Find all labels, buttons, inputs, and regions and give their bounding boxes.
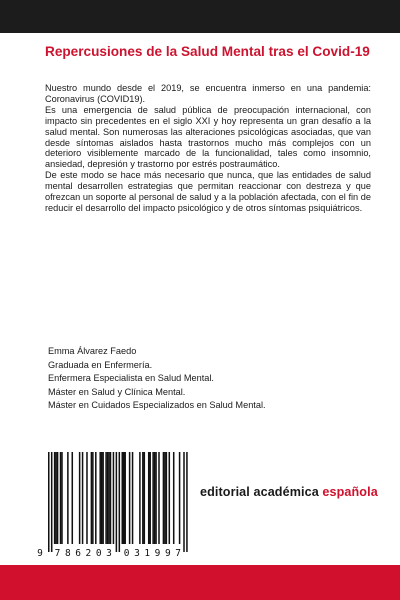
barcode-bar (163, 452, 165, 544)
publisher-name: editorial académica (200, 485, 323, 499)
barcode-digit: 8 (64, 548, 71, 559)
barcode-bar (119, 452, 121, 552)
author-bio (48, 345, 368, 413)
barcode-bar (54, 452, 56, 544)
barcode-bar (152, 452, 154, 544)
barcode-bar (86, 452, 88, 544)
barcode-bar (166, 452, 168, 544)
barcode-bar (124, 452, 126, 544)
barcode-bar (132, 452, 134, 544)
barcode-bar (154, 452, 156, 544)
publisher-logo (200, 485, 380, 499)
author-name: Emma Álvarez Faedo (48, 346, 137, 356)
synopsis-paragraph: De este modo se hace más necesario que nunca, que las entidades de salud mental desarrollen estrategias que permitan reaccionar con destreza y que ofrezcan un soporte al personal de salud y a la población afectada, con el fin de reducir el desarrollo del impacto psicológico y de otros síntomas psiquiátricos. (45, 170, 371, 213)
barcode-bar (72, 452, 74, 544)
barcode-bar (57, 452, 59, 544)
author-credential: Enfermera Especialista en Salud Mental. (48, 373, 214, 383)
barcode-bar (95, 452, 97, 544)
barcode-bar (105, 452, 107, 544)
barcode-bar (186, 452, 188, 552)
synopsis-paragraph: Es una emergencia de salud pública de preocupación internacional, con impacto sin precedentes en el siglo XXI y hoy representa un gran desafío a la salud mental. Son numerosas las alteraciones psicológicas asociadas, que van desde síntomas aislados hasta trastornos mucho más complejos con un deterioro visiblemente marcado de la funcionalidad, tales como insomnio, ansiedad, depresión y trastorno por estrés postraumático. (45, 104, 371, 170)
barcode-bar (158, 452, 160, 544)
barcode-digit: 3 (106, 548, 112, 559)
synopsis (45, 83, 371, 214)
barcode-bar (123, 452, 125, 544)
author-credential: Graduada en Enfermería. (48, 359, 153, 370)
author-credential: Máster en Salud y Clínica Mental. (48, 386, 186, 397)
barcode-digit: 7 (175, 548, 181, 559)
barcode-bar (91, 452, 93, 544)
barcode-bar (169, 452, 171, 544)
barcode-digit: 6 (75, 548, 81, 559)
barcode-bar (99, 452, 101, 544)
barcode-bar (122, 452, 124, 544)
barcode-bar (92, 452, 94, 544)
isbn-barcode (26, 444, 190, 568)
author-credential: Máster en Cuidados Especializados en Salud Mental. (48, 400, 266, 410)
barcode-bar (107, 452, 109, 544)
barcode-bar (148, 452, 150, 544)
barcode-bar (79, 452, 81, 544)
barcode-bar (155, 452, 157, 544)
barcode-bar (149, 452, 151, 544)
barcode-bar (113, 452, 115, 544)
barcode-digit: 7 (54, 548, 61, 559)
barcode-digit: 3 (134, 548, 140, 559)
barcode-bar (51, 452, 53, 552)
barcode-digit: 1 (144, 548, 151, 559)
barcode-digit: 2 (85, 548, 92, 559)
barcode-bar (129, 452, 131, 544)
barcode-bar (142, 452, 144, 544)
barcode-graphic (26, 444, 190, 568)
barcode-bar (48, 452, 50, 552)
barcode-bar (82, 452, 84, 544)
barcode-digit: 9 (164, 548, 171, 559)
barcode-bar (101, 452, 103, 544)
barcode-bar (67, 452, 69, 544)
barcode-digit: 0 (123, 548, 130, 559)
barcode-bar (55, 452, 57, 544)
barcode-bar (179, 452, 181, 544)
barcode-bar (110, 452, 112, 544)
barcode-bar (173, 452, 175, 544)
barcode-bar (60, 452, 62, 544)
synopsis-paragraph: Nuestro mundo desde el 2019, se encuentra inmerso en una pandemia: Coronavirus (COVID19). (45, 83, 371, 104)
book-title: Repercusiones de la Salud Mental tras el Covid-19 (45, 44, 370, 59)
barcode-digit: 0 (95, 548, 102, 559)
barcode-bar (61, 452, 63, 544)
barcode-bar (183, 452, 185, 552)
barcode-bar (164, 452, 166, 544)
barcode-digit: 9 (37, 548, 43, 559)
barcode-bar (108, 452, 110, 544)
barcode-bar (102, 452, 104, 544)
barcode-bar (139, 452, 141, 544)
barcode-bar (144, 452, 146, 544)
barcode-bar (116, 452, 118, 552)
publisher-name-accent: española (322, 485, 378, 499)
top-band (0, 0, 400, 33)
barcode-digit: 9 (154, 548, 161, 559)
bottom-band (0, 565, 400, 600)
